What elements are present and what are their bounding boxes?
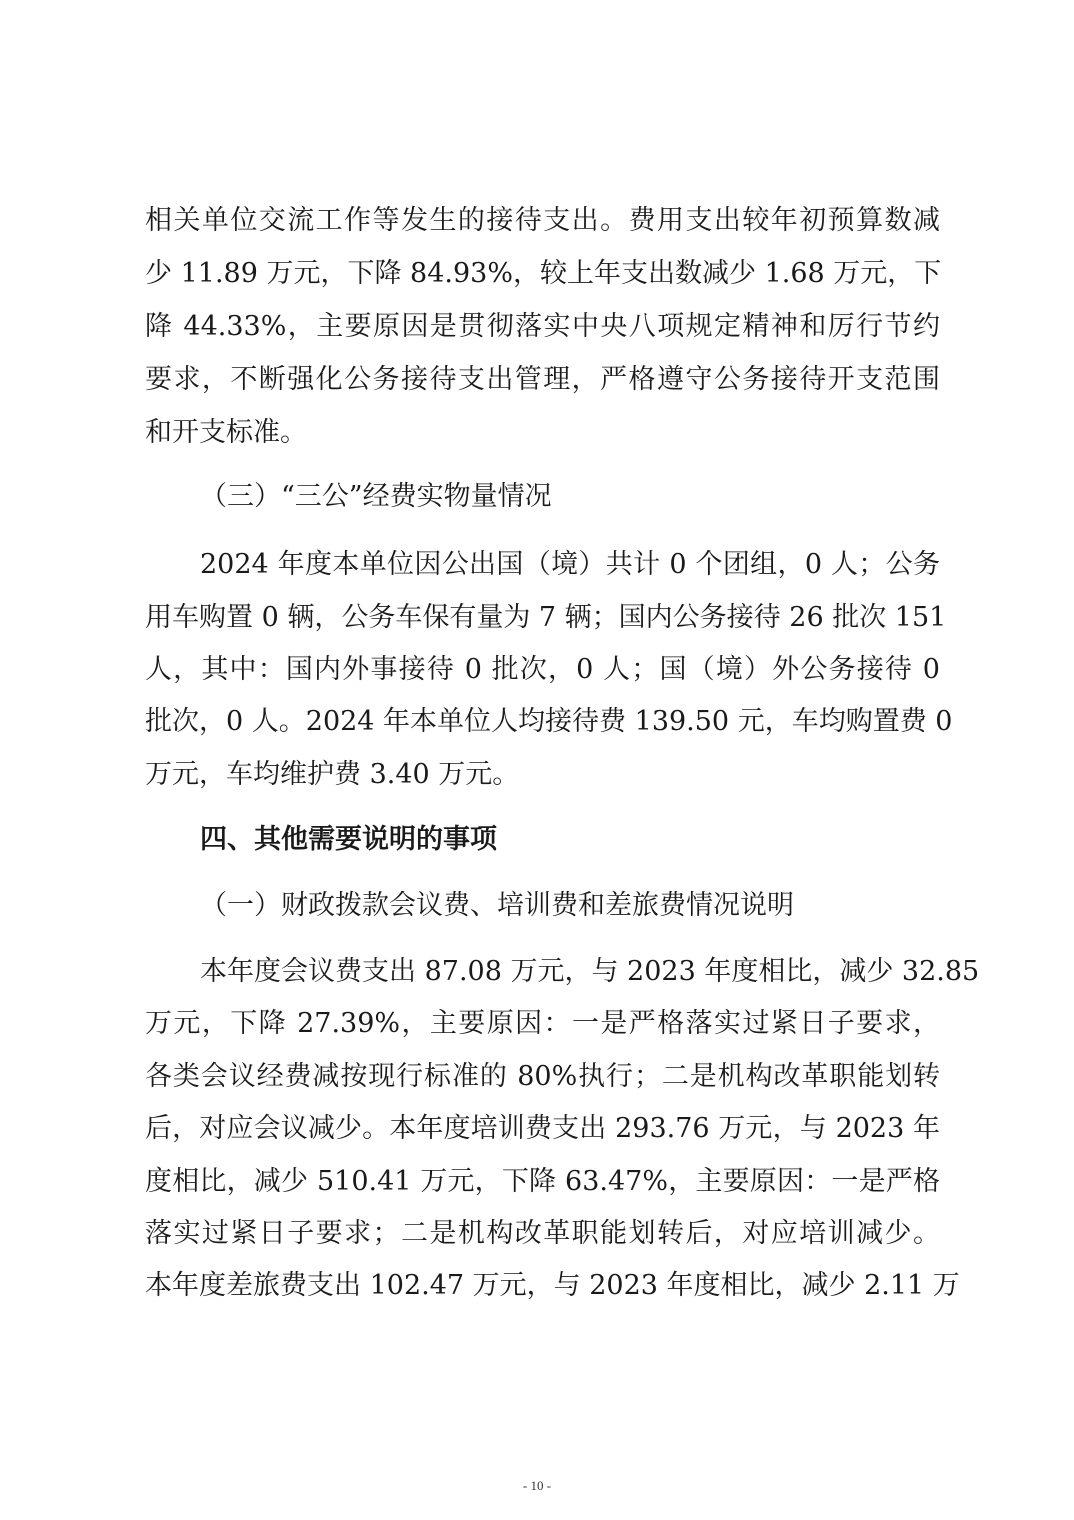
page-number: - 10 - xyxy=(522,1478,552,1493)
paragraph-line: 落实过紧日子要求；二是机构改革职能划转后，对应培训减少。 xyxy=(145,1218,940,1249)
paragraph-line: 本年度会议费支出 87.08 万元，与 2023 年度相比，减少 32.85 xyxy=(200,956,980,987)
paragraph-line: 要求，不断强化公务接待支出管理，严格遵守公务接待开支范围 xyxy=(145,364,940,395)
paragraph-line: 后，对应会议减少。本年度培训费支出 293.76 万元，与 2023 年 xyxy=(145,1113,940,1144)
paragraph-line: 和开支标准。 xyxy=(145,417,307,448)
paragraph-line: 本年度差旅费支出 102.47 万元，与 2023 年度相比，减少 2.11 万 xyxy=(145,1270,960,1301)
paragraph-line: 少 11.89 万元，下降 84.93%，较上年支出数减少 1.68 万元，下 xyxy=(145,258,942,289)
paragraph-line: 降 44.33%，主要原因是贯彻落实中央八项规定精神和厉行节约 xyxy=(145,311,940,342)
paragraph-line: 万元，下降 27.39%，主要原因：一是严格落实过紧日子要求， xyxy=(145,1008,940,1039)
paragraph-line: 2024 年度本单位因公出国（境）共计 0 个团组，0 人；公务 xyxy=(200,549,940,580)
paragraph-line: 相关单位交流工作等发生的接待支出。费用支出较年初预算数减 xyxy=(145,205,940,236)
subsection-heading-meeting-training-travel: （一）财政拨款会议费、培训费和差旅费情况说明 xyxy=(200,890,794,921)
paragraph-line: 万元，车均维护费 3.40 万元。 xyxy=(145,759,520,790)
paragraph-line: 批次，0 人。2024 年本单位人均接待费 139.50 元，车均购置费 0 xyxy=(145,706,953,737)
section-heading-other-matters: 四、其他需要说明的事项 xyxy=(200,824,497,855)
paragraph-line: 度相比，减少 510.41 万元，下降 63.47%，主要原因：一是严格 xyxy=(145,1166,940,1197)
paragraph-line: 人，其中：国内外事接待 0 批次，0 人；国（境）外公务接待 0 xyxy=(145,654,940,685)
section-heading-three-public-quantity: （三）“三公”经费实物量情况 xyxy=(200,481,552,512)
paragraph-line: 用车购置 0 辆，公务车保有量为 7 辆；国内公务接待 26 批次 151 xyxy=(145,602,947,633)
paragraph-line: 各类会议经费减按现行标准的 80%执行；二是机构改革职能划转 xyxy=(145,1061,940,1092)
